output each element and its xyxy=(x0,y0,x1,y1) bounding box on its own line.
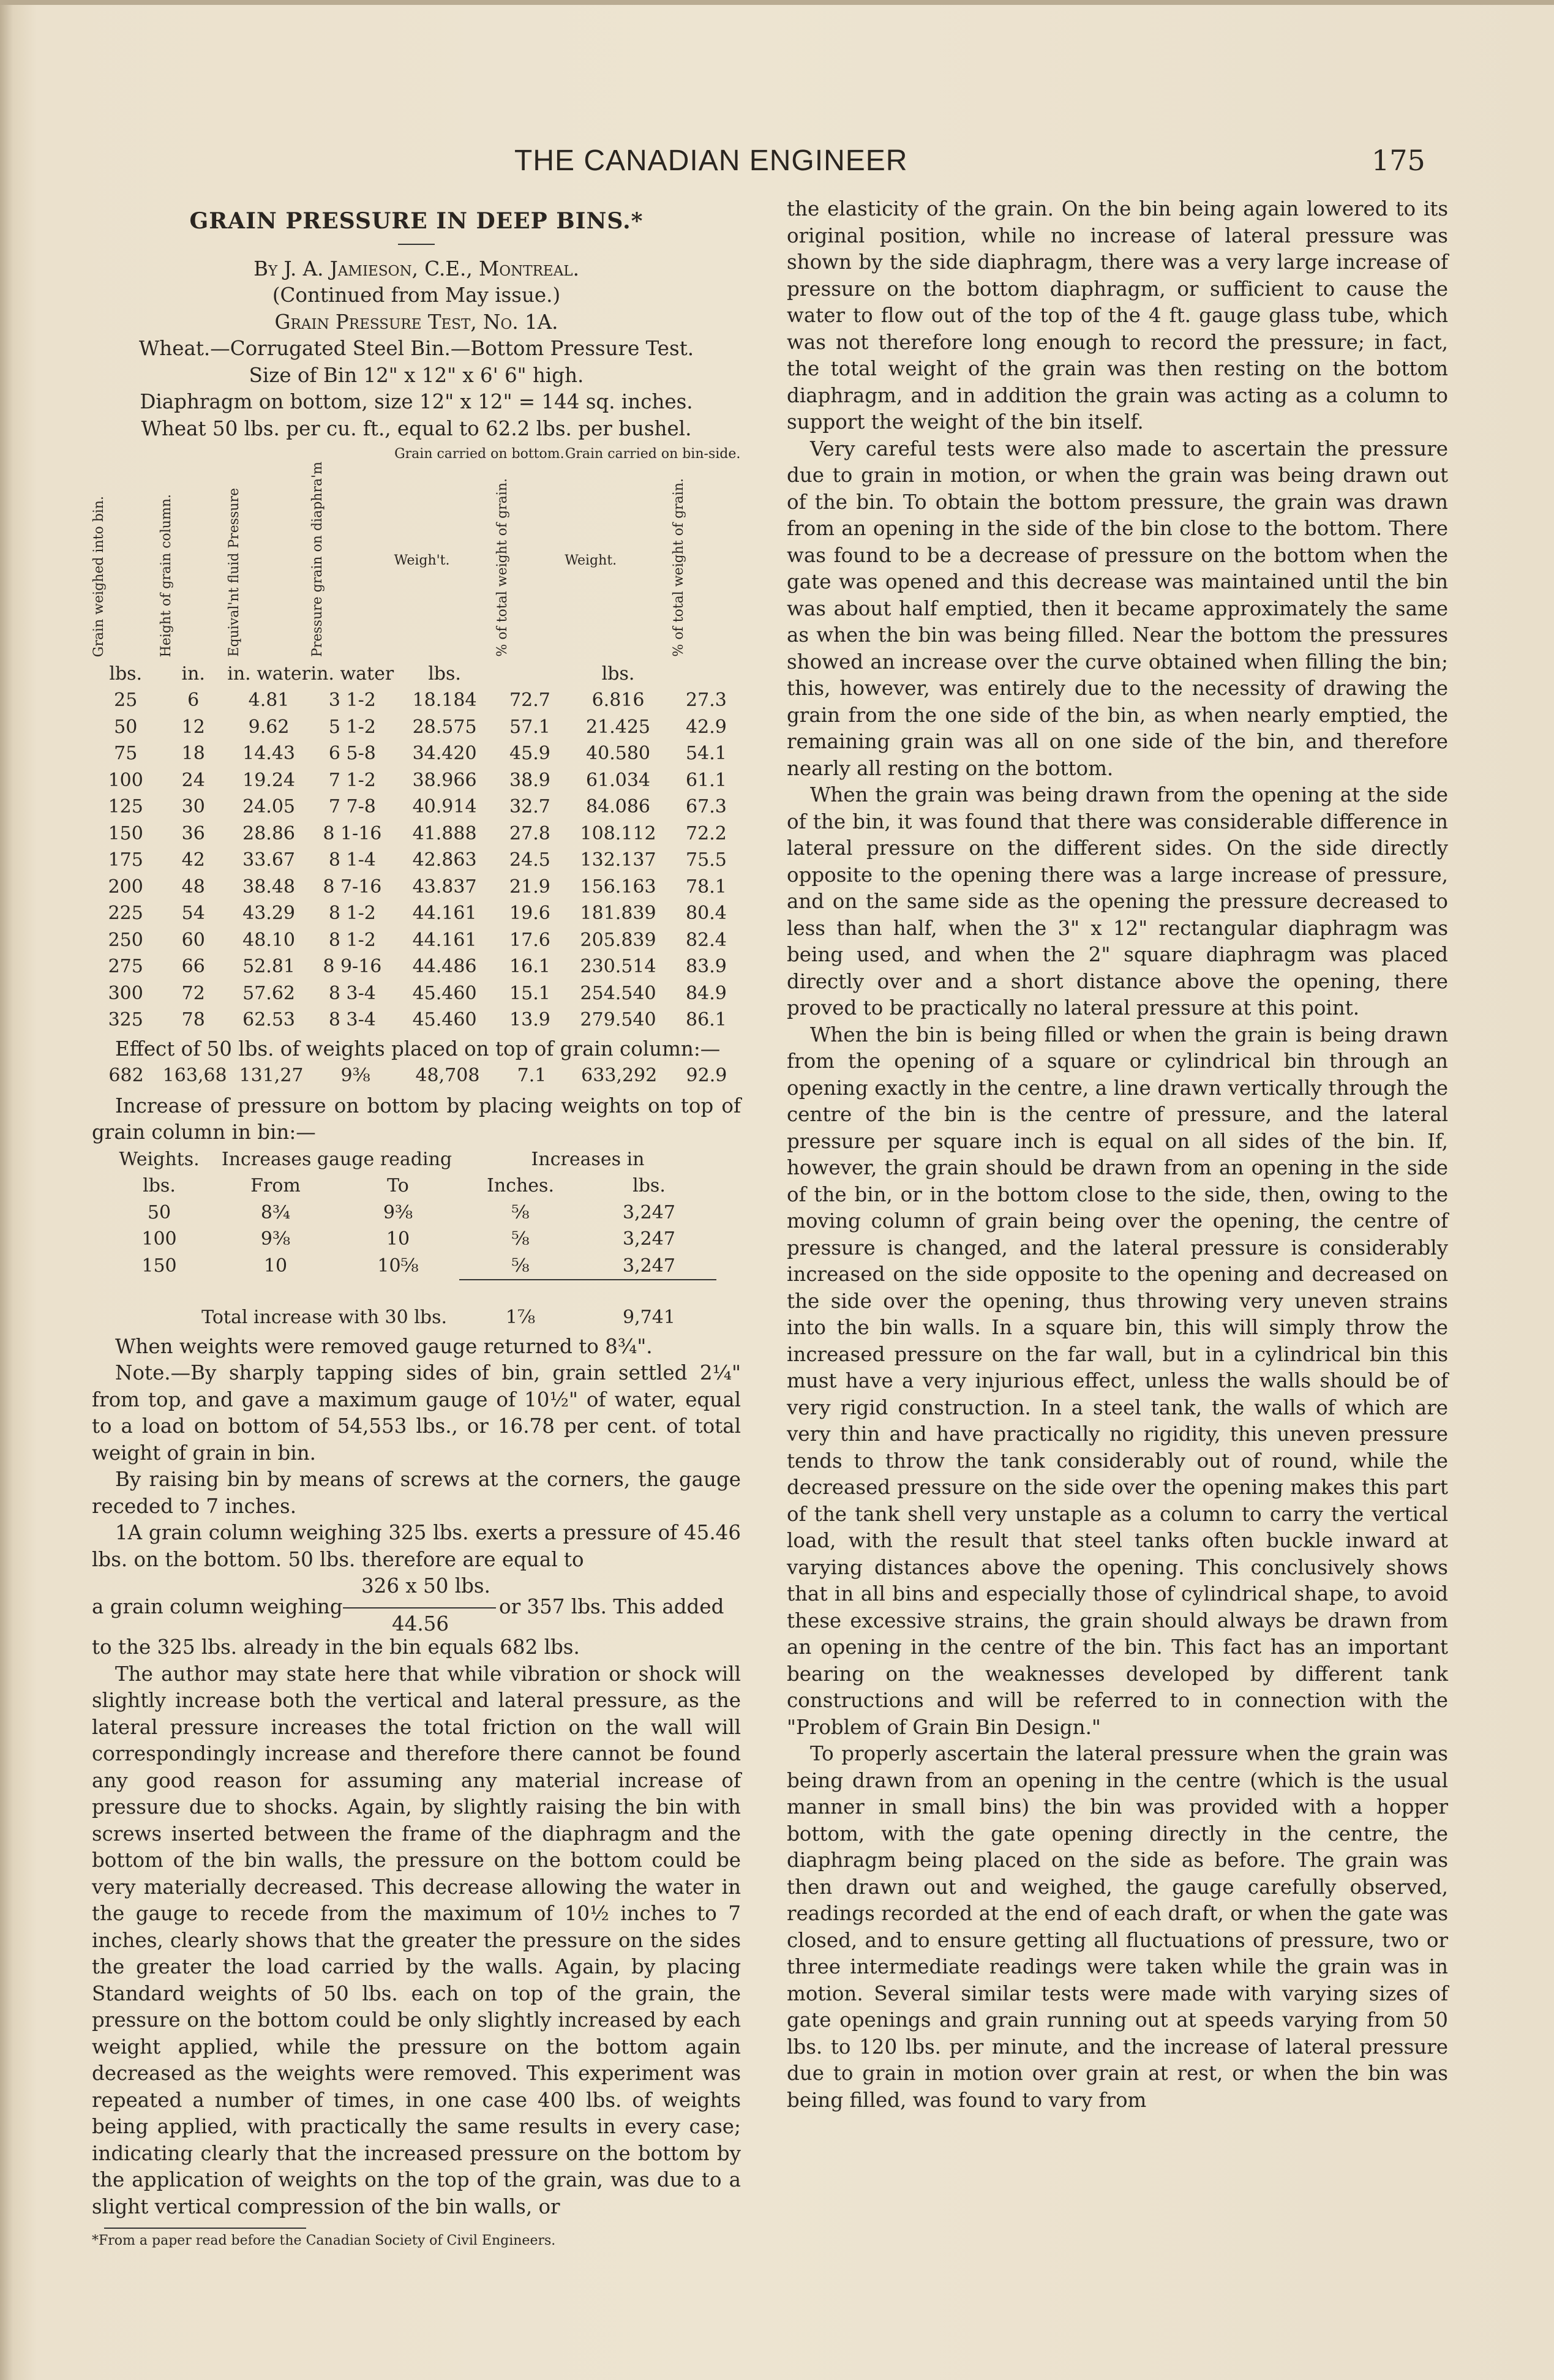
table-cell: 8 1-4 xyxy=(328,849,376,871)
test-desc-4: Wheat 50 lbs. per cu. ft., equal to 62.2 lbs. per bushel. xyxy=(141,416,692,440)
table-cell: 16.1 xyxy=(509,956,550,978)
table-cell: 44.161 xyxy=(412,903,477,925)
table-cell: 108.112 xyxy=(580,822,656,844)
col-header-pct-side: % of total weight of grain. xyxy=(670,478,686,657)
table-cell: 6 xyxy=(187,689,200,711)
table-cell: 45.460 xyxy=(412,1009,477,1031)
table-row xyxy=(104,1253,716,1280)
table-cell: 42.9 xyxy=(686,716,727,738)
table-cell: 163,68 xyxy=(162,1065,227,1087)
table-cell: 181.839 xyxy=(580,903,656,925)
table-cell: 156.163 xyxy=(580,876,656,898)
table-cell: 57.62 xyxy=(242,982,296,1004)
table-cell: 6 5-8 xyxy=(328,743,376,765)
subheader: To xyxy=(387,1175,409,1197)
table-cell: 682 xyxy=(108,1065,144,1087)
pressure-table-body xyxy=(92,687,741,1034)
paragraph-lateral-pressure: To properly ascertain the lateral pressure when the grain was being drawn from an opening in the centre (which is the usual manner in small bins) the bin was provided with a hopper bottom, with the gate opening directly in the centre, the diaphragm being placed on the side as before. The grain was then drawn out and weighed, the gauge carefully observed, readings recorded at the end of each draft, or when the gate was closed, and to ensure getting all fluctuations of pressure, two or three intermediate readings were taken while the grain was in motion. Several similar tests were made with varying sizes of gate openings and grain running out at speeds varying from 50 lbs. to 120 lbs. per minute, and the increase of lateral pressure due to grain in motion over grain at rest, or when the bin was being filled, was found to vary from xyxy=(787,1742,1448,2112)
table-cell: 43.29 xyxy=(242,903,296,925)
running-header xyxy=(0,144,1554,187)
test-desc-3: Diaphragm on bottom, size 12" x 12" = 144 sq. inches. xyxy=(140,390,693,413)
table-cell: 7.1 xyxy=(517,1065,547,1087)
test-desc-1: Wheat.—Corrugated Steel Bin.—Bottom Pressure Test. xyxy=(138,337,694,360)
fraction-denominator: 44.56 xyxy=(392,1612,449,1636)
effect-text: Effect of 50 lbs. of weights placed on top of grain column:— xyxy=(115,1037,721,1060)
paragraph-1a-continued: to the 325 lbs. already in the bin equals 682 lbs. xyxy=(92,1635,580,1659)
group-bottom-header: Grain carried on bottom. xyxy=(394,446,565,462)
table-cell: 279.540 xyxy=(580,1009,656,1031)
title-rule xyxy=(398,244,435,245)
effect-row xyxy=(92,1062,741,1089)
table-cell: ⅝ xyxy=(511,1228,530,1250)
table-cell: 15.1 xyxy=(509,982,550,1004)
table-cell: 84.9 xyxy=(686,982,727,1004)
table-cell: 48 xyxy=(181,876,205,898)
table-cell: 100 xyxy=(108,769,143,791)
table-cell: 250 xyxy=(108,929,143,951)
table-cell: 21.9 xyxy=(509,876,550,898)
table-cell: 78.1 xyxy=(686,876,727,898)
paragraph-1a: 1A grain column weighing 325 lbs. exerts a pressure of 45.46 lbs. on the bottom. 50 lbs. therefore are equal to xyxy=(92,1521,741,1571)
weights-table-body xyxy=(104,1199,716,1280)
table-cell: 175 xyxy=(108,849,143,871)
table-cell: 125 xyxy=(108,796,143,818)
table-cell: 67.3 xyxy=(686,796,727,818)
table-cell: 132.137 xyxy=(580,849,656,871)
table-cell: 30 xyxy=(181,796,205,818)
paragraph-motion-tests: Very careful tests were also made to ascertain the pressure due to grain in motion, or when the grain was being drawn out of the bin. To obtain the bottom pressure, the grain was drawn from an opening in the side of the bin close to the bottom. There was found to be a decrease of pressure on the bottom when the gate was opened and this decrease was maintained until the bin was about half emptied, then it became approximately the same as when the bin was being filled. Near the bottom the pressures showed an increase over the curve obtained when filling the bin; this, however, was entirely due to the necessity of drawing the grain from the one side of the bin, as when nearly emptied, the remaining grain was all on one side of the bin, and therefore nearly all resting on the bottom. xyxy=(787,437,1448,780)
table-cell: 40.914 xyxy=(412,796,477,818)
paragraph-side-opening: When the grain was being drawn from the opening at the side of the bin, it was found that there was considerable difference in lateral pressure on the different sides. On the side directly opposite to the opening there was a large increase of pressure, and on the same side as the opening the pressure decreased to less than half, when the 3" x 12" rectangular diaphragm was being used, and when the 2" square diaphragm was placed directly over and a short distance above the opening, there proved to be practically no lateral pressure at this point. xyxy=(787,783,1448,1019)
table-cell: 48.10 xyxy=(242,929,296,951)
table-cell: 80.4 xyxy=(686,903,727,925)
table-cell: 40.580 xyxy=(586,743,651,765)
total-label: Total increase with 30 lbs. xyxy=(201,1307,447,1329)
table-cell: 83.9 xyxy=(686,956,727,978)
table-row xyxy=(92,740,741,767)
table-cell: 10⅝ xyxy=(377,1255,419,1277)
table-cell: 8 1-2 xyxy=(328,903,376,925)
effect-table xyxy=(92,1062,741,1089)
fraction-bar xyxy=(343,1607,496,1609)
test-desc-2: Size of Bin 12" x 12" x 6' 6" high. xyxy=(249,363,584,387)
subheader: Inches. xyxy=(487,1175,554,1197)
unit-cell: in. xyxy=(181,663,205,685)
subheader: lbs. xyxy=(632,1175,666,1197)
table-cell: 5 1-2 xyxy=(328,716,376,738)
table-cell: 54 xyxy=(181,903,205,925)
table-cell: 4.81 xyxy=(248,689,290,711)
table-cell: 32.7 xyxy=(509,796,550,818)
footnote: *From a paper read before the Canadian Society of Civil Engineers. xyxy=(92,2233,556,2249)
subheader: From xyxy=(250,1175,301,1197)
table-cell: 9⅜ xyxy=(340,1065,370,1087)
table-row xyxy=(92,847,741,874)
binding-shadow xyxy=(0,0,13,2380)
table-cell: 84.086 xyxy=(586,796,651,818)
table-cell: 8¾ xyxy=(260,1201,291,1223)
table-cell: 24.05 xyxy=(242,796,296,818)
table-cell: 27.8 xyxy=(509,822,550,844)
paragraph-centre-pressure: When the bin is being filled or when the grain is being drawn from the opening of a square or cylindrical bin through an opening exactly in the centre, a line drawn vertically through the centre of the bin is the centre of pressure, and the lateral pressure per square inch is equal on all sides of the bin. If, however, the grain should be drawn from an opening in the side of the bin, or in the bottom close to the side, then, owing to the moving column of grain being over the opening, the centre of pressure is changed, and the lateral pressure is considerably increased on the side opposite to the opening and decreased on the side over the opening, thus throwing very uneven strains into the bin walls. In a square bin, this will simply throw the increased pressure on the far wall, but in a cylindrical bin this must have a very injurious effect, unless the walls should be of very rigid construction. In a steel tank, the walls of which are very thin and have practically no rigidity, this uneven pressure tends to throw the tank considerably out of round, while the decreased pressure on the side over the opening makes this part of the tank shell very unstaple as a column to carry the vertical load, with the result that steel tanks often buckle inward at varying distances above the opening. This conclusively shows that in all bins and especially those of cylindrical shape, to avoid these excessive strains, the grain should always be drawn from an opening in the centre of the bin. This fact has an important bearing on the weaknesses developed by different tank constructions and will be referred to in connection with the "Problem of Grain Bin Design." xyxy=(787,1023,1448,1739)
table-cell: 24.5 xyxy=(509,849,550,871)
group-side-header: Grain carried on bin-side. xyxy=(565,446,741,462)
paragraph-raising: By raising bin by means of screws at the corners, the gauge receded to 7 inches. xyxy=(92,1468,741,1518)
table-cell: 300 xyxy=(108,982,143,1004)
table-cell: 21.425 xyxy=(586,716,651,738)
weights-table xyxy=(104,1146,716,1331)
table-row xyxy=(92,953,741,980)
col-header-height: Height of grain column. xyxy=(159,494,175,657)
table-cell: 42.863 xyxy=(412,849,477,871)
byline: By J. A. Jamieson, C.E., Montreal. xyxy=(253,257,579,280)
col-header-pct-bottom: % of total weight of grain. xyxy=(494,478,510,657)
table-cell: 3,247 xyxy=(623,1228,675,1250)
table-row xyxy=(92,927,741,954)
table-cell: 72.7 xyxy=(509,689,550,711)
table-cell: 225 xyxy=(108,903,143,925)
table-cell: 72.2 xyxy=(686,822,727,844)
unit-cell xyxy=(672,661,741,688)
table-cell: ⅝ xyxy=(511,1201,530,1223)
increases-header: Increases in xyxy=(531,1148,645,1170)
table-cell: 325 xyxy=(108,1009,143,1031)
col-header-diaphragm-pressure: Pressure grain on diaphra'm xyxy=(310,462,326,657)
unit-cell: in. water xyxy=(310,663,394,685)
continued-note: (Continued from May issue.) xyxy=(272,283,561,307)
col-header-grain-weighed: Grain weighed into bin. xyxy=(91,495,107,657)
table-cell: 50 xyxy=(114,716,138,738)
table-cell: 8 9-16 xyxy=(323,956,382,978)
unit-cell: lbs. xyxy=(601,663,635,685)
table-cell: 200 xyxy=(108,876,143,898)
unit-cell xyxy=(495,661,565,688)
table-cell: 12 xyxy=(181,716,205,738)
table-row xyxy=(92,794,741,820)
table-cell: 72 xyxy=(181,982,205,1004)
table-cell: 50 xyxy=(147,1201,171,1223)
table-cell: 61.1 xyxy=(686,769,727,791)
table-cell: 230.514 xyxy=(580,956,656,978)
table-row xyxy=(92,820,741,847)
table-cell: 78 xyxy=(181,1009,205,1031)
page-number: 175 xyxy=(1372,144,1425,177)
paragraph-note: Note.—By sharply tapping sides of bin, grain settled 2¼" from top, and gave a maximum gauge of 10½" of water, equal to a load on bottom of 54,553 lbs., or 16.78 per cent. of total weight of grain in bin. xyxy=(92,1361,741,1465)
table-cell: 8 1-16 xyxy=(323,822,382,844)
table-cell: 75 xyxy=(114,743,138,765)
table-cell: 38.48 xyxy=(242,876,296,898)
right-column xyxy=(787,196,1448,2114)
table-cell: 3 1-2 xyxy=(328,689,376,711)
total-inches: 1⅞ xyxy=(505,1307,536,1329)
fraction-lead: a grain column weighing xyxy=(92,1595,343,1619)
table-cell: 19.24 xyxy=(242,769,296,791)
table-cell: 8 1-2 xyxy=(328,929,376,951)
table-cell: 14.43 xyxy=(242,743,296,765)
table-cell: 75.5 xyxy=(686,849,727,871)
table-cell: 66 xyxy=(181,956,205,978)
table-cell: 48,708 xyxy=(415,1065,480,1087)
table-row xyxy=(92,980,741,1007)
table-cell: 18 xyxy=(181,743,205,765)
table-cell: 100 xyxy=(141,1228,177,1250)
table-cell: 3,247 xyxy=(623,1255,675,1277)
table-cell: 92.9 xyxy=(686,1065,727,1087)
table-row xyxy=(92,687,741,714)
table-cell: 633,292 xyxy=(581,1065,658,1087)
table-row xyxy=(92,900,741,927)
paragraph-removed: When weights were removed gauge returned to 8¾". xyxy=(115,1334,653,1358)
table-cell: 36 xyxy=(181,822,205,844)
journal-title: THE CANADIAN ENGINEER xyxy=(514,145,908,177)
weights-intro: Increase of pressure on bottom by placing weights on top of grain column in bin:— xyxy=(92,1094,741,1144)
article-title: GRAIN PRESSURE IN DEEP BINS.* xyxy=(189,208,644,234)
table-cell: 34.420 xyxy=(412,743,477,765)
table-cell: 42 xyxy=(181,849,205,871)
fraction-tail: or 357 lbs. This added xyxy=(499,1595,724,1619)
table-cell: 38.966 xyxy=(412,769,477,791)
table-cell: 7 7-8 xyxy=(328,796,376,818)
table-cell: 150 xyxy=(108,822,143,844)
table-cell: 57.1 xyxy=(509,716,550,738)
table-cell: 8 7-16 xyxy=(323,876,382,898)
table-cell: 33.67 xyxy=(242,849,296,871)
table-row xyxy=(92,767,741,794)
table-cell: 62.53 xyxy=(242,1009,296,1031)
subheader: lbs. xyxy=(143,1175,176,1197)
weights-header: Weights. xyxy=(119,1148,200,1170)
table-cell: 52.81 xyxy=(242,956,296,978)
table-cell: 275 xyxy=(108,956,143,978)
table-cell: 45.9 xyxy=(509,743,550,765)
table-cell: 86.1 xyxy=(686,1009,727,1031)
table-cell: 60 xyxy=(181,929,205,951)
fraction-block xyxy=(92,1573,741,1634)
table-cell: 150 xyxy=(141,1255,177,1277)
table-cell: 8 3-4 xyxy=(328,982,376,1004)
top-border xyxy=(0,0,1554,5)
table-cell: 44.486 xyxy=(412,956,477,978)
table-row xyxy=(92,874,741,901)
unit-cell: lbs. xyxy=(109,663,143,685)
table-cell: 7 1-2 xyxy=(328,769,376,791)
table-cell: 254.540 xyxy=(580,982,656,1004)
table-cell: 61.034 xyxy=(586,769,651,791)
unit-cell: lbs. xyxy=(428,663,461,685)
table-cell: 9⅜ xyxy=(383,1201,413,1223)
units-row xyxy=(92,661,741,688)
table-cell: 24 xyxy=(181,769,205,791)
col-header-weight-side: Weight. xyxy=(565,553,617,569)
gauge-header: Increases gauge reading xyxy=(221,1148,452,1170)
table-cell: 3,247 xyxy=(623,1201,675,1223)
col-header-weight-bottom: Weigh't. xyxy=(394,553,450,569)
footnote-rule xyxy=(104,2228,306,2229)
table-cell: 9.62 xyxy=(248,716,290,738)
col-header-fluid-pressure: Equival'nt fluid Pressure xyxy=(226,488,242,657)
table-row xyxy=(104,1226,716,1253)
fraction-numerator: 326 x 50 lbs. xyxy=(361,1574,490,1598)
table-cell: 27.3 xyxy=(686,689,727,711)
table-cell: 9⅜ xyxy=(260,1228,291,1250)
table-cell: 13.9 xyxy=(509,1009,550,1031)
table-cell: 41.888 xyxy=(412,822,477,844)
table-cell: 8 3-4 xyxy=(328,1009,376,1031)
table-cell: 28.575 xyxy=(412,716,477,738)
table-cell: 18.184 xyxy=(412,689,477,711)
table-cell: 10 xyxy=(386,1228,410,1250)
test-title: Grain Pressure Test, No. 1A. xyxy=(274,310,558,334)
table-cell: 38.9 xyxy=(509,769,550,791)
pressure-table xyxy=(92,447,741,1034)
table-cell: 28.86 xyxy=(242,822,296,844)
table-cell: 10 xyxy=(263,1255,288,1277)
table-cell: 54.1 xyxy=(686,743,727,765)
table-cell: ⅝ xyxy=(511,1255,530,1277)
table-cell: 17.6 xyxy=(509,929,550,951)
table-cell: 45.460 xyxy=(412,982,477,1004)
table-cell: 131,27 xyxy=(239,1065,304,1087)
table-cell: 205.839 xyxy=(580,929,656,951)
table-cell: 43.837 xyxy=(412,876,477,898)
table-cell: 6.816 xyxy=(591,689,645,711)
left-column xyxy=(92,196,741,2250)
table-row xyxy=(92,1007,741,1034)
table-row xyxy=(104,1199,716,1226)
paragraph-author: The author may state here that while vibration or shock will slightly increase both the vertical and lateral pressure, as the lateral pressure increases the total friction on the wall will correspondingly increase and therefore there cannot be found any good reason for assuming any material increase of pressure due to shocks. Again, by slightly raising the bin with screws inserted between the frame of the diaphragm and the bottom of the bin walls, the pressure on the bottom could be very materially decreased. This decrease allowing the water in the gauge to recede from the maximum of 10½ inches to 7 inches, clearly shows that the greater the pressure on the sides the greater the load carried by the walls. Again, by placing Standard weights of 50 lbs. each on top of the grain, the pressure on the bottom could be only slightly increased by each weight applied, while the pressure on the bottom again decreased as the weights were removed. This experiment was repeated a number of times, in one case 400 lbs. of weights being applied, with practically the same results in every case; indicating clearly that the increased pressure on the bottom by the application of weights on the top of the grain, was due to a slight vertical compression of the bin walls, or xyxy=(92,1662,741,2218)
paragraph-elasticity: the elasticity of the grain. On the bin being again lowered to its original position, while no increase of lateral pressure was shown by the side diaphragm, there was a very large increase of pressure on the bottom diaphragm, or sufficient to cause the water to flow out of the top of the 4 ft. gauge glass tube, which was not therefore long enough to record the pressure; in fact, the total weight of the grain was then resting on the bottom diaphragm, and in addition the grain was acting as a column to support the weight of the bin itself. xyxy=(787,197,1448,434)
total-lbs: 9,741 xyxy=(623,1307,675,1329)
table-cell: 82.4 xyxy=(686,929,727,951)
table-cell: 25 xyxy=(114,689,138,711)
table-cell: 44.161 xyxy=(412,929,477,951)
unit-cell: in. water xyxy=(227,663,310,685)
table-row xyxy=(92,714,741,741)
table-cell: 19.6 xyxy=(509,903,550,925)
